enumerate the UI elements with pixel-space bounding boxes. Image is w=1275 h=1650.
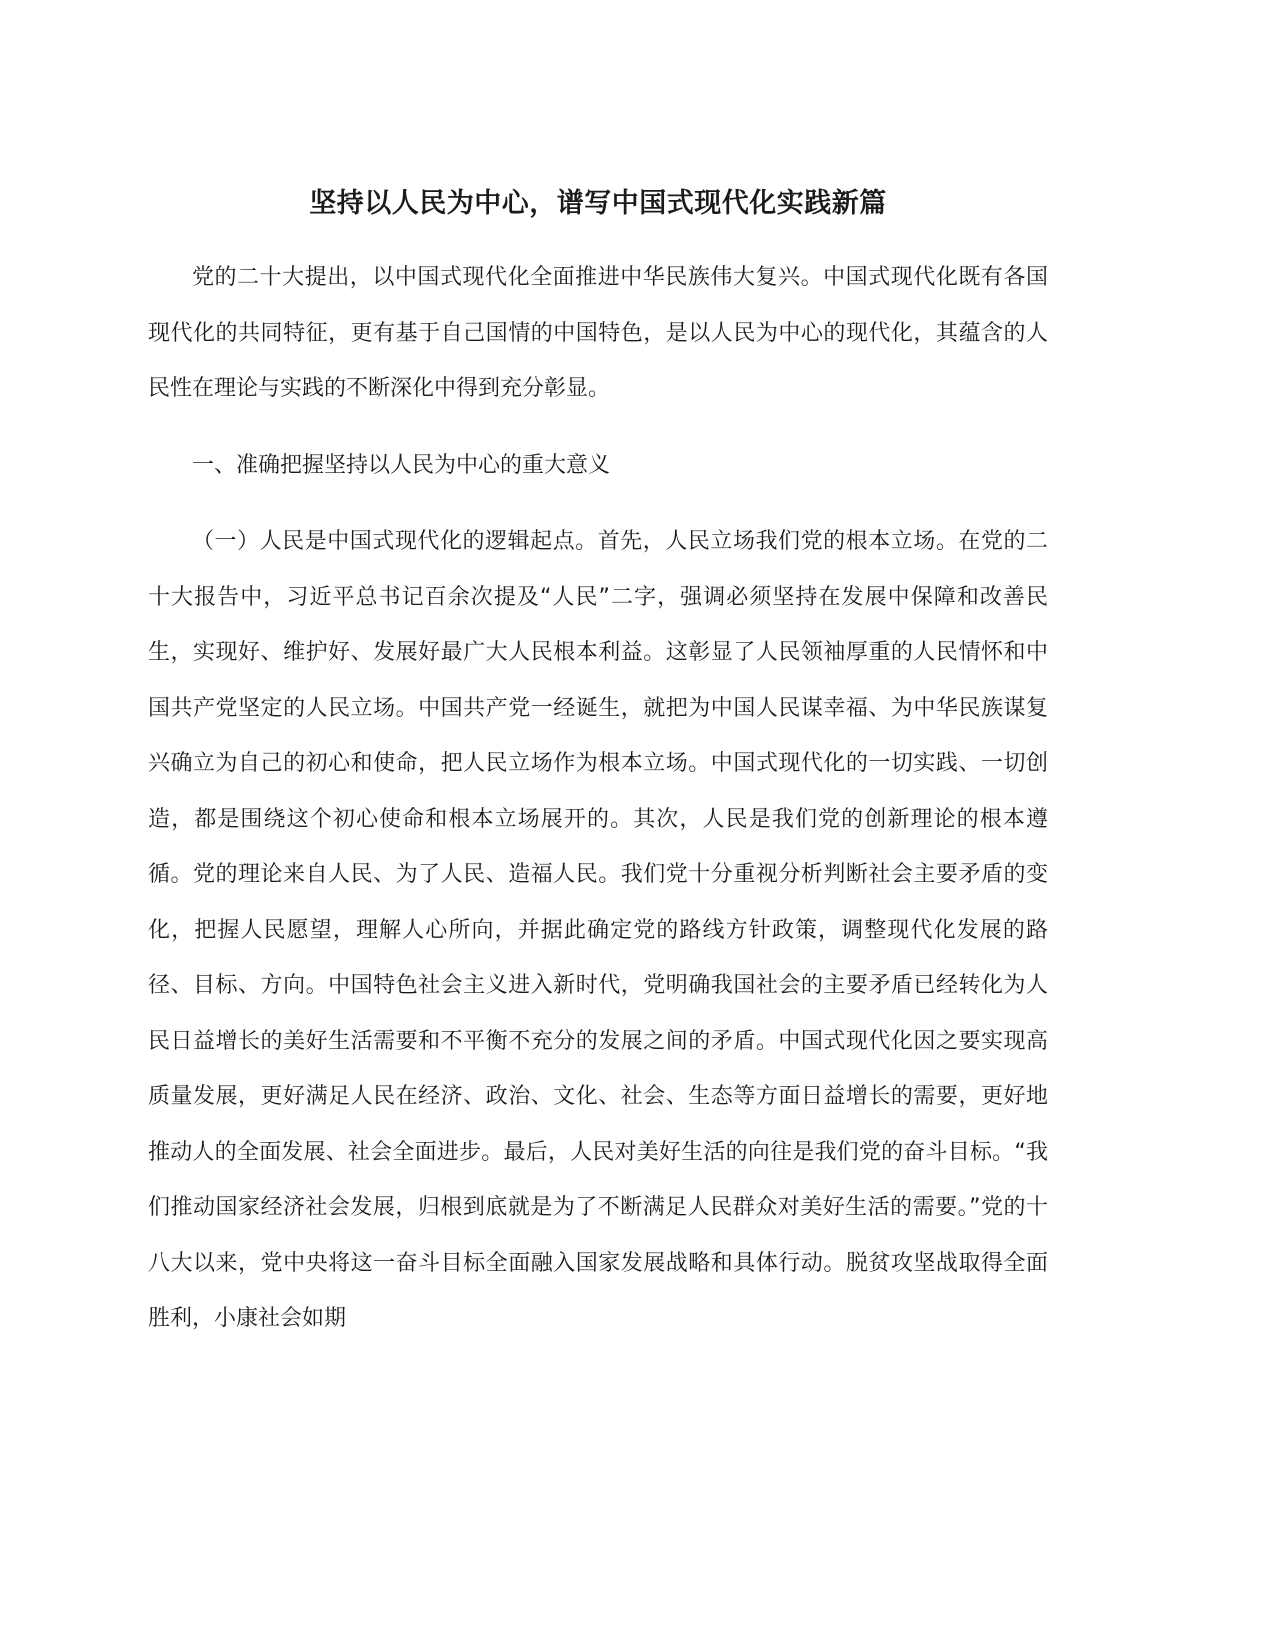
section-body-paragraph: （一）人民是中国式现代化的逻辑起点。首先，人民立场我们党的根本立场。在党的二十大报告中，习近平总书记百余次提及“人民”二字，强调必须坚持在发展中保障和改善民生，实现好、维护好、发展好最广大人民根本利益。这彰显了人民领袖厚重的人民情怀和中国共产党坚定的人民立场。中国共产党一经诞生，就把为中国人民谋幸福、为中华民族谋复兴确立为自己的初心和使命，把人民立场作为根本立场。中国式现代化的一切实践、一切创造，都是围绕这个初心使命和根本立场展开的。其次，人民是我们党的创新理论的根本遵循。党的理论来自人民、为了人民、造福人民。我们党十分重视分析判断社会主要矛盾的变化，把握人民愿望，理解人心所向，并据此确定党的路线方针政策，调整现代化发展的路径、目标、方向。中国特色社会主义进入新时代，党明确我国社会的主要矛盾已经转化为人民日益增长的美好生活需要和不平衡不充分的发展之间的矛盾。中国式现代化因之要实现高质量发展，更好满足人民在经济、政治、文化、社会、生态等方面日益增长的需要，更好地推动人的全面发展、社会全面进步。最后，人民对美好生活的向往是我们党的奋斗目标。“我们推动国家经济社会发展，归根到底就是为了不断满足人民群众对美好生活的需要。”党的十八大以来，党中央将这一奋斗目标全面融入国家发展战略和具体行动。脱贫攻坚战取得全面胜利，小康社会如期 xyxy=(148,529,1048,1331)
intro-paragraph: 党的二十大提出，以中国式现代化全面推进中华民族伟大复兴。中国式现代化既有各国现代化的共同特征，更有基于自己国情的中国特色，是以人民为中心的现代化，其蕴含的人民性在理论与实践的不断深化中得到充分彰显。 xyxy=(148,265,1048,401)
document-page xyxy=(148,180,1048,1368)
section-heading: 一、准确把握坚持以人民为中心的重大意义 xyxy=(192,452,611,478)
document-title: 坚持以人民为中心，谱写中国式现代化实践新篇 xyxy=(309,188,887,219)
